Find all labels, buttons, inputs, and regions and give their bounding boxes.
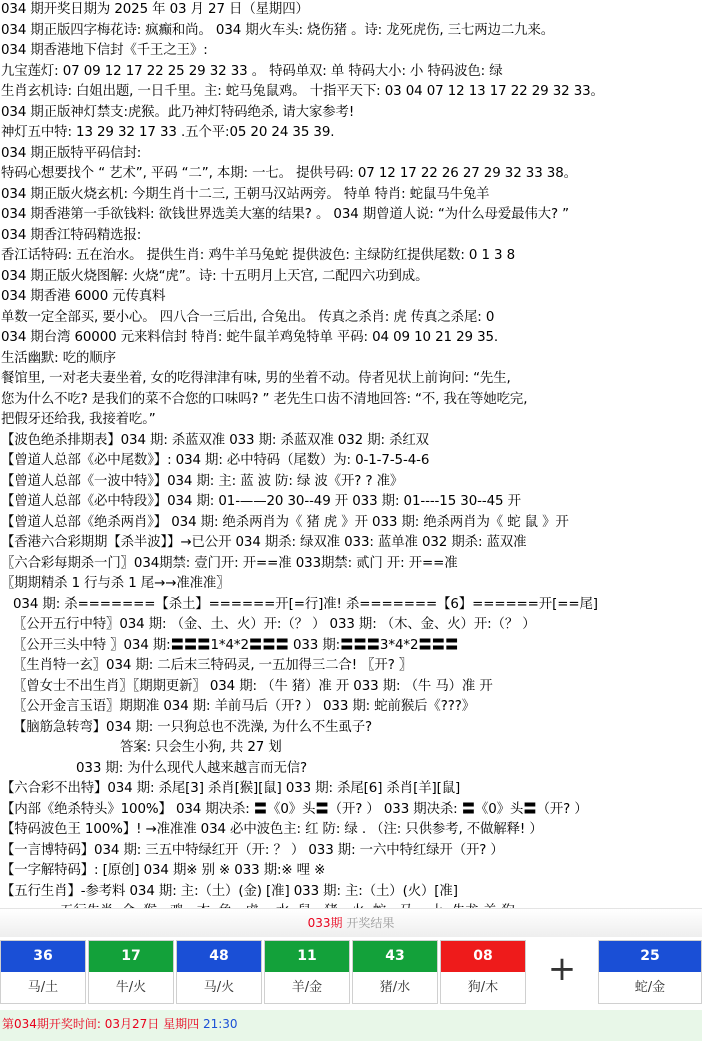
- text-line: 034 期: 杀=======【杀土】======开[=行]准! 杀=======【6】======开[==尾]: [13, 596, 598, 612]
- text-line: 【曾道人总部《绝杀两肖》】 034 期: 绝杀两肖为《 猪 虎 》开 033 期: 绝杀两肖为《 蛇 鼠 》开: [1, 514, 569, 530]
- text-line: 您为什么不吃? 是我们的菜不合您的口味吗? ” 老先生口齿不清地回答: “不, 我在等她吃完,: [1, 391, 528, 407]
- result-ball: [440, 940, 526, 1004]
- text-line: 〖公开金言玉语〗期期准 034 期: 羊前马后（开? ） 033 期: 蛇前猴后《???》: [13, 699, 476, 714]
- result-ball: [0, 940, 86, 1004]
- text-line: 034 期香港地下信封《千王之王》:: [1, 43, 208, 58]
- text-line: 033 期: 为什么现代人越来越言而无信?: [76, 760, 308, 776]
- result-period: 033期: [307, 916, 343, 930]
- text-line: 【曾道人总部《一波中特》】034 期: 主: 蓝 波 防: 绿 波《开? ? 准》: [1, 473, 404, 489]
- ball-number: 48: [177, 941, 261, 972]
- text-line: 生肖玄机诗: 白姐出题, 一日千里。主: 蛇马兔鼠鸡。 十指平天下: 03 04 07 12 13 17 22 29 32 33。: [1, 84, 604, 99]
- result-ball: [176, 940, 262, 1004]
- text-line: 答案: 只会生小狗, 共 27 划: [120, 740, 282, 755]
- ball-number: 17: [89, 941, 173, 972]
- ball-number: 36: [1, 941, 85, 972]
- text-line: 餐馆里, 一对老夫妻坐着, 女的吃得津津有味, 男的坐着不动。侍者见状上前询问: “先生,: [1, 371, 511, 386]
- plus-icon: +: [547, 949, 577, 989]
- text-line: 〖生肖特一玄〗034 期: 二后末三特码灵, 一五加得三二合! 〖开? 〗: [13, 658, 413, 673]
- text-line: 034 期台湾 60000 元来料信封 特肖: 蛇牛鼠羊鸡兔特单 平码: 04 09 10 21 29 35.: [1, 330, 499, 345]
- text-line: 〖期期精杀 1 行与杀 1 尾→→准准准〗: [1, 576, 230, 591]
- text-line: 九宝莲灯: 07 09 12 17 22 25 29 32 33 。 特码单双: 单 特码大小: 小 特码波色: 绿: [1, 63, 503, 79]
- text-line: 【内部《绝杀特头》100%】 034 期决杀: 〓《0》头〓（开? ） 033 期决杀: 〓《0》头〓（开? ）: [1, 801, 588, 817]
- text-line: 034 期香港 6000 元传真料: [1, 289, 166, 304]
- ball-zodiac: 狗/木: [467, 980, 499, 995]
- ball-zodiac: 牛/火: [115, 980, 147, 995]
- text-line: 〖六合彩每期杀一门〗034期禁: 壹门开: 开==准 033期禁: 贰门 开: 开==准: [1, 555, 458, 571]
- text-line: 034 期开奖日期为 2025 年 03 月 27 日（星期四）: [1, 2, 309, 17]
- text-line: 034 期正版神灯禁支:虎猴。此乃神灯特码绝杀, 请大家参考!: [1, 104, 355, 120]
- text-line: 【曾道人总部《必中尾数》】: 034 期: 必中特码（尾数）为: 0-1-7-5-4-6: [1, 453, 430, 468]
- text-line: 034 期香港第一手欲钱料: 欲钱世界选美大塞的结果? 。 034 期曾道人说: “为什么母爱最伟大? ”: [1, 207, 570, 222]
- text-line: 【五行生肖】-参考料 034 期: 主:（土）(金) [准] 033 期: 主:（土）(火）[准]: [1, 883, 458, 899]
- result-ball: [88, 940, 174, 1004]
- text-line: 〖曾女士不出生肖〗〖期期更新〗 034 期: （牛 猪）准 开 033 期: （牛 马）准 开: [13, 678, 493, 694]
- text-line: 034 期正版火烧图解: 火烧“虎”。诗: 十五明月上天宫, 二配四六功到成。: [1, 268, 429, 284]
- ball-zodiac: 蛇/金: [634, 980, 666, 995]
- result-ball: [264, 940, 350, 1004]
- draw-date: 03月27日 星期四: [104, 1017, 200, 1031]
- special-ball: [598, 940, 702, 1004]
- text-line: 〖公开五行中特〗034 期: （金、土、火）开:（？ ） 033 期: （木、金、火）开:（？ ）: [13, 617, 536, 632]
- text-line: 【香港六合彩期期【杀半波】】→已公开 034 期杀: 绿双准 033: 蓝单准 032 期杀: 蓝双准: [1, 535, 527, 550]
- text-line: 【一言博特码】034 期: 三五中特绿红开（开: ？ ） 033 期: 一六中特红绿开（开? ）: [1, 842, 504, 858]
- text-line: 034 期正版火烧玄机: 今期生肖十二三, 王朝马汉站两旁。 特单 特肖: 蛇鼠马牛兔羊: [1, 186, 490, 202]
- ball-number: 08: [441, 941, 525, 972]
- text-line: 【脑筋急转弯】034 期: 一只狗总也不洗澡, 为什么不生虱子?: [13, 719, 372, 735]
- draw-time-bar: [0, 1010, 702, 1041]
- text-line: 034 期正版特平码信封:: [1, 145, 142, 161]
- result-balls: [0, 940, 702, 1006]
- ball-zodiac: 马/土: [27, 980, 59, 995]
- text-line: 034 期香江特码精选报:: [1, 227, 142, 243]
- text-line: 单数一定全部买, 要小心。 四八合一三后出, 合兔出。 传真之杀肖: 虎 传真之杀尾: 0: [1, 309, 495, 325]
- result-label: 开奖结果: [346, 916, 395, 930]
- result-ball: [352, 940, 438, 1004]
- result-header: [0, 908, 702, 937]
- ball-number: 43: [353, 941, 437, 972]
- ball-zodiac: 马/火: [203, 980, 235, 995]
- ball-zodiac: 猪/水: [379, 980, 411, 995]
- ball-number: 25: [599, 941, 701, 972]
- ball-number: 11: [265, 941, 349, 972]
- text-line: 神灯五中特: 13 29 32 17 33 .五个平:05 20 24 35 39.: [1, 125, 335, 140]
- text-line: 香江话特码: 五在治水。 提供生肖: 鸡牛羊马兔蛇 提供波色: 主绿防红提供尾数: 0 1 3 8: [1, 248, 516, 263]
- text-line: 034 期正版四字梅花诗: 疯癫和尚。 034 期火车头: 烧伤猪 。诗: 龙死虎伤, 三七两边二九来。: [1, 22, 555, 38]
- text-line: 把假牙还给我, 我接着吃。”: [1, 412, 156, 427]
- text-line: 【波色绝杀排期表】034 期: 杀蓝双准 033 期: 杀蓝双准 032 期: 杀红双: [1, 432, 429, 448]
- draw-time: 21:30: [199, 1017, 238, 1031]
- draw-time-prefix: 第034期开奖时间:: [2, 1017, 105, 1031]
- text-line: 特码心想要找个 “ 艺术”, 平码 “二”, 本期: 一七。 提供号码: 07 12 17 22 26 27 29 32 33 38。: [1, 166, 577, 181]
- text-line: 【六合彩不出特】034 期: 杀尾[3] 杀肖[猴][鼠] 033 期: 杀尾[6] 杀肖[羊][鼠]: [1, 781, 461, 796]
- text-line: 【曾道人总部《必中特段》】034 期: 01-——20 30--49 开 033 期: 01----15 30--45 开: [1, 494, 521, 509]
- text-line: 【一字解特码】: [原创] 034 期※ 别 ※ 033 期:※ 哩 ※: [1, 863, 326, 878]
- text-line: 【特码波色王 100%】! →准准准 034 必中波色主: 红 防: 绿 . （注: 只供参考, 不做解释! ）: [1, 822, 543, 837]
- ball-zodiac: 羊/金: [291, 980, 323, 995]
- text-line: 生活幽默: 吃的顺序: [1, 350, 116, 366]
- text-line: 〖公开三头中特 〗034 期:〓〓〓1*4*2〓〓〓 033 期:〓〓〓3*4*2〓〓〓: [13, 637, 459, 653]
